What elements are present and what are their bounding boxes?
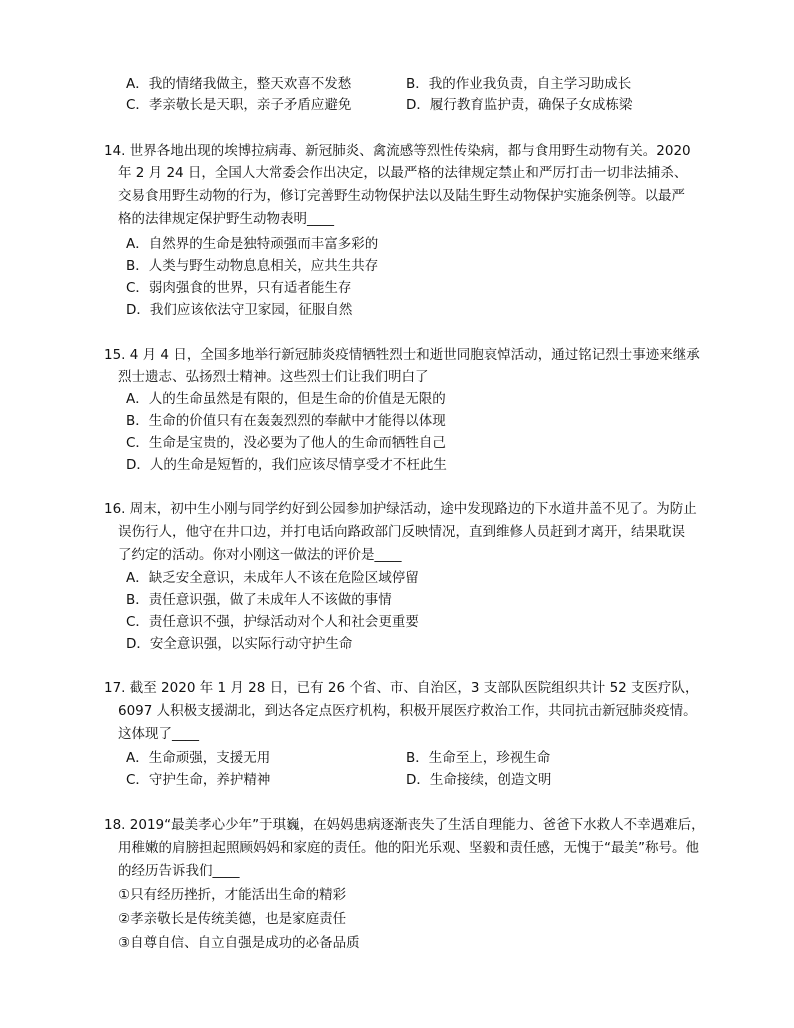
q17-option-d: D．生命接续，创造文明: [406, 772, 552, 788]
q14-stem-line-1: 14. 世界各地出现的埃博拉病毒、新冠肺炎、禽流感等烈性传染病，都与食用野生动物有关。2020: [104, 143, 691, 159]
q15-option-c: C．生命是宝贵的，没必要为了他人的生命而牺牲自己: [126, 435, 446, 451]
q13-option-a: A．我的情绪我做主，整天欢喜不发愁: [126, 76, 352, 92]
q15-option-a: A．人的生命虽然是有限的，但是生命的价值是无限的: [126, 391, 446, 407]
q14-option-d: D．我们应该依法守卫家园，征服自然: [126, 302, 353, 318]
q17-stem-line-2: 6097 人积极支援湖北，到达各定点医疗机构，积极开展医疗救治工作，共同抗击新冠肺炎疫情。: [118, 703, 697, 719]
q14-stem-line-2: 年 2 月 24 日，全国人大常委会作出决定，以最严格的法律规定禁止和严厉打击一切非法捕杀、: [118, 165, 688, 181]
q14-stem-line-3: 交易食用野生动物的行为，修订完善野生动物保护法以及陆生野生动物保护实施条例等。以最严: [118, 188, 685, 204]
q17-stem-line-3: 这体现了____: [118, 726, 199, 742]
q16-stem-line-2: 误伤行人，他守在井口边，并打电话向路政部门反映情况，直到维修人员赶到才离开，结果耽误: [118, 524, 685, 540]
q17-option-a: A．生命顽强，支援无用: [126, 750, 271, 766]
q17-stem-line-1: 17. 截至 2020 年 1 月 28 日，已有 26 个省、市、自治区，3 支部队医院组织共计 52 支医疗队，: [104, 680, 699, 696]
q14-option-b: B．人类与野生动物息息相关，应共生共存: [126, 258, 379, 274]
q18-item-1: ①只有经历挫折，才能活出生命的精彩: [118, 887, 347, 903]
q14-option-a: A．自然界的生命是独特顽强而丰富多彩的: [126, 236, 379, 252]
q13-option-c: C．孝亲敬长是天职，亲子矛盾应避免: [126, 97, 352, 113]
q16-option-b: B．责任意识强，做了未成年人不该做的事情: [126, 592, 392, 608]
q17-option-b: B．生命至上，珍视生命: [406, 750, 551, 766]
q18-item-2: ②孝亲敬长是传统美德，也是家庭责任: [118, 911, 347, 927]
q18-stem-line-1: 18. 2019“最美孝心少年”于琪巍，在妈妈患病逐渐丧失了生活自理能力、爸爸下水救人不幸遇难后，: [104, 817, 705, 833]
q18-stem-line-2: 用稚嫩的肩膀担起照顾妈妈和家庭的责任。他的阳光乐观、坚毅和责任感，无愧于“最美”称号。他: [118, 840, 699, 856]
q15-option-b: B．生命的价值只有在轰轰烈烈的奉献中才能得以体现: [126, 413, 446, 429]
q17-option-c: C．守护生命，养护精神: [126, 772, 271, 788]
q16-option-c: C．责任意识不强，护绿活动对个人和社会更重要: [126, 614, 419, 630]
q14-stem-line-4: 格的法律规定保护野生动物表明____: [118, 211, 334, 227]
q16-option-d: D．安全意识强，以实际行动守护生命: [126, 636, 353, 652]
q15-stem-line-2: 烈士遗志、弘扬烈士精神。这些烈士们让我们明白了: [118, 369, 429, 385]
q13-option-d: D．履行教育监护责，确保子女成栋梁: [406, 97, 633, 113]
q15-stem-line-1: 15. 4 月 4 日，全国多地举行新冠肺炎疫情牺牲烈士和逝世同胞哀悼活动，通过铭记烈士事迹来继承: [104, 347, 700, 363]
q13-option-b: B．我的作业我负责，自主学习助成长: [406, 76, 632, 92]
q18-stem-line-3: 的经历告诉我们____: [118, 863, 240, 879]
q16-stem-line-1: 16. 周末，初中生小刚与同学约好到公园参加护绿活动，途中发现路边的下水道井盖不见了。为防止: [104, 501, 697, 517]
q18-item-3: ③自尊自信、自立自强是成功的必备品质: [118, 935, 360, 951]
q14-option-c: C．弱肉强食的世界，只有适者能生存: [126, 280, 352, 296]
q16-option-a: A．缺乏安全意识，未成年人不该在危险区域停留: [126, 570, 419, 586]
q16-stem-line-3: 了约定的活动。你对小刚这一做法的评价是____: [118, 547, 402, 563]
q15-option-d: D．人的生命是短暂的，我们应该尽情享受才不枉此生: [126, 457, 447, 473]
